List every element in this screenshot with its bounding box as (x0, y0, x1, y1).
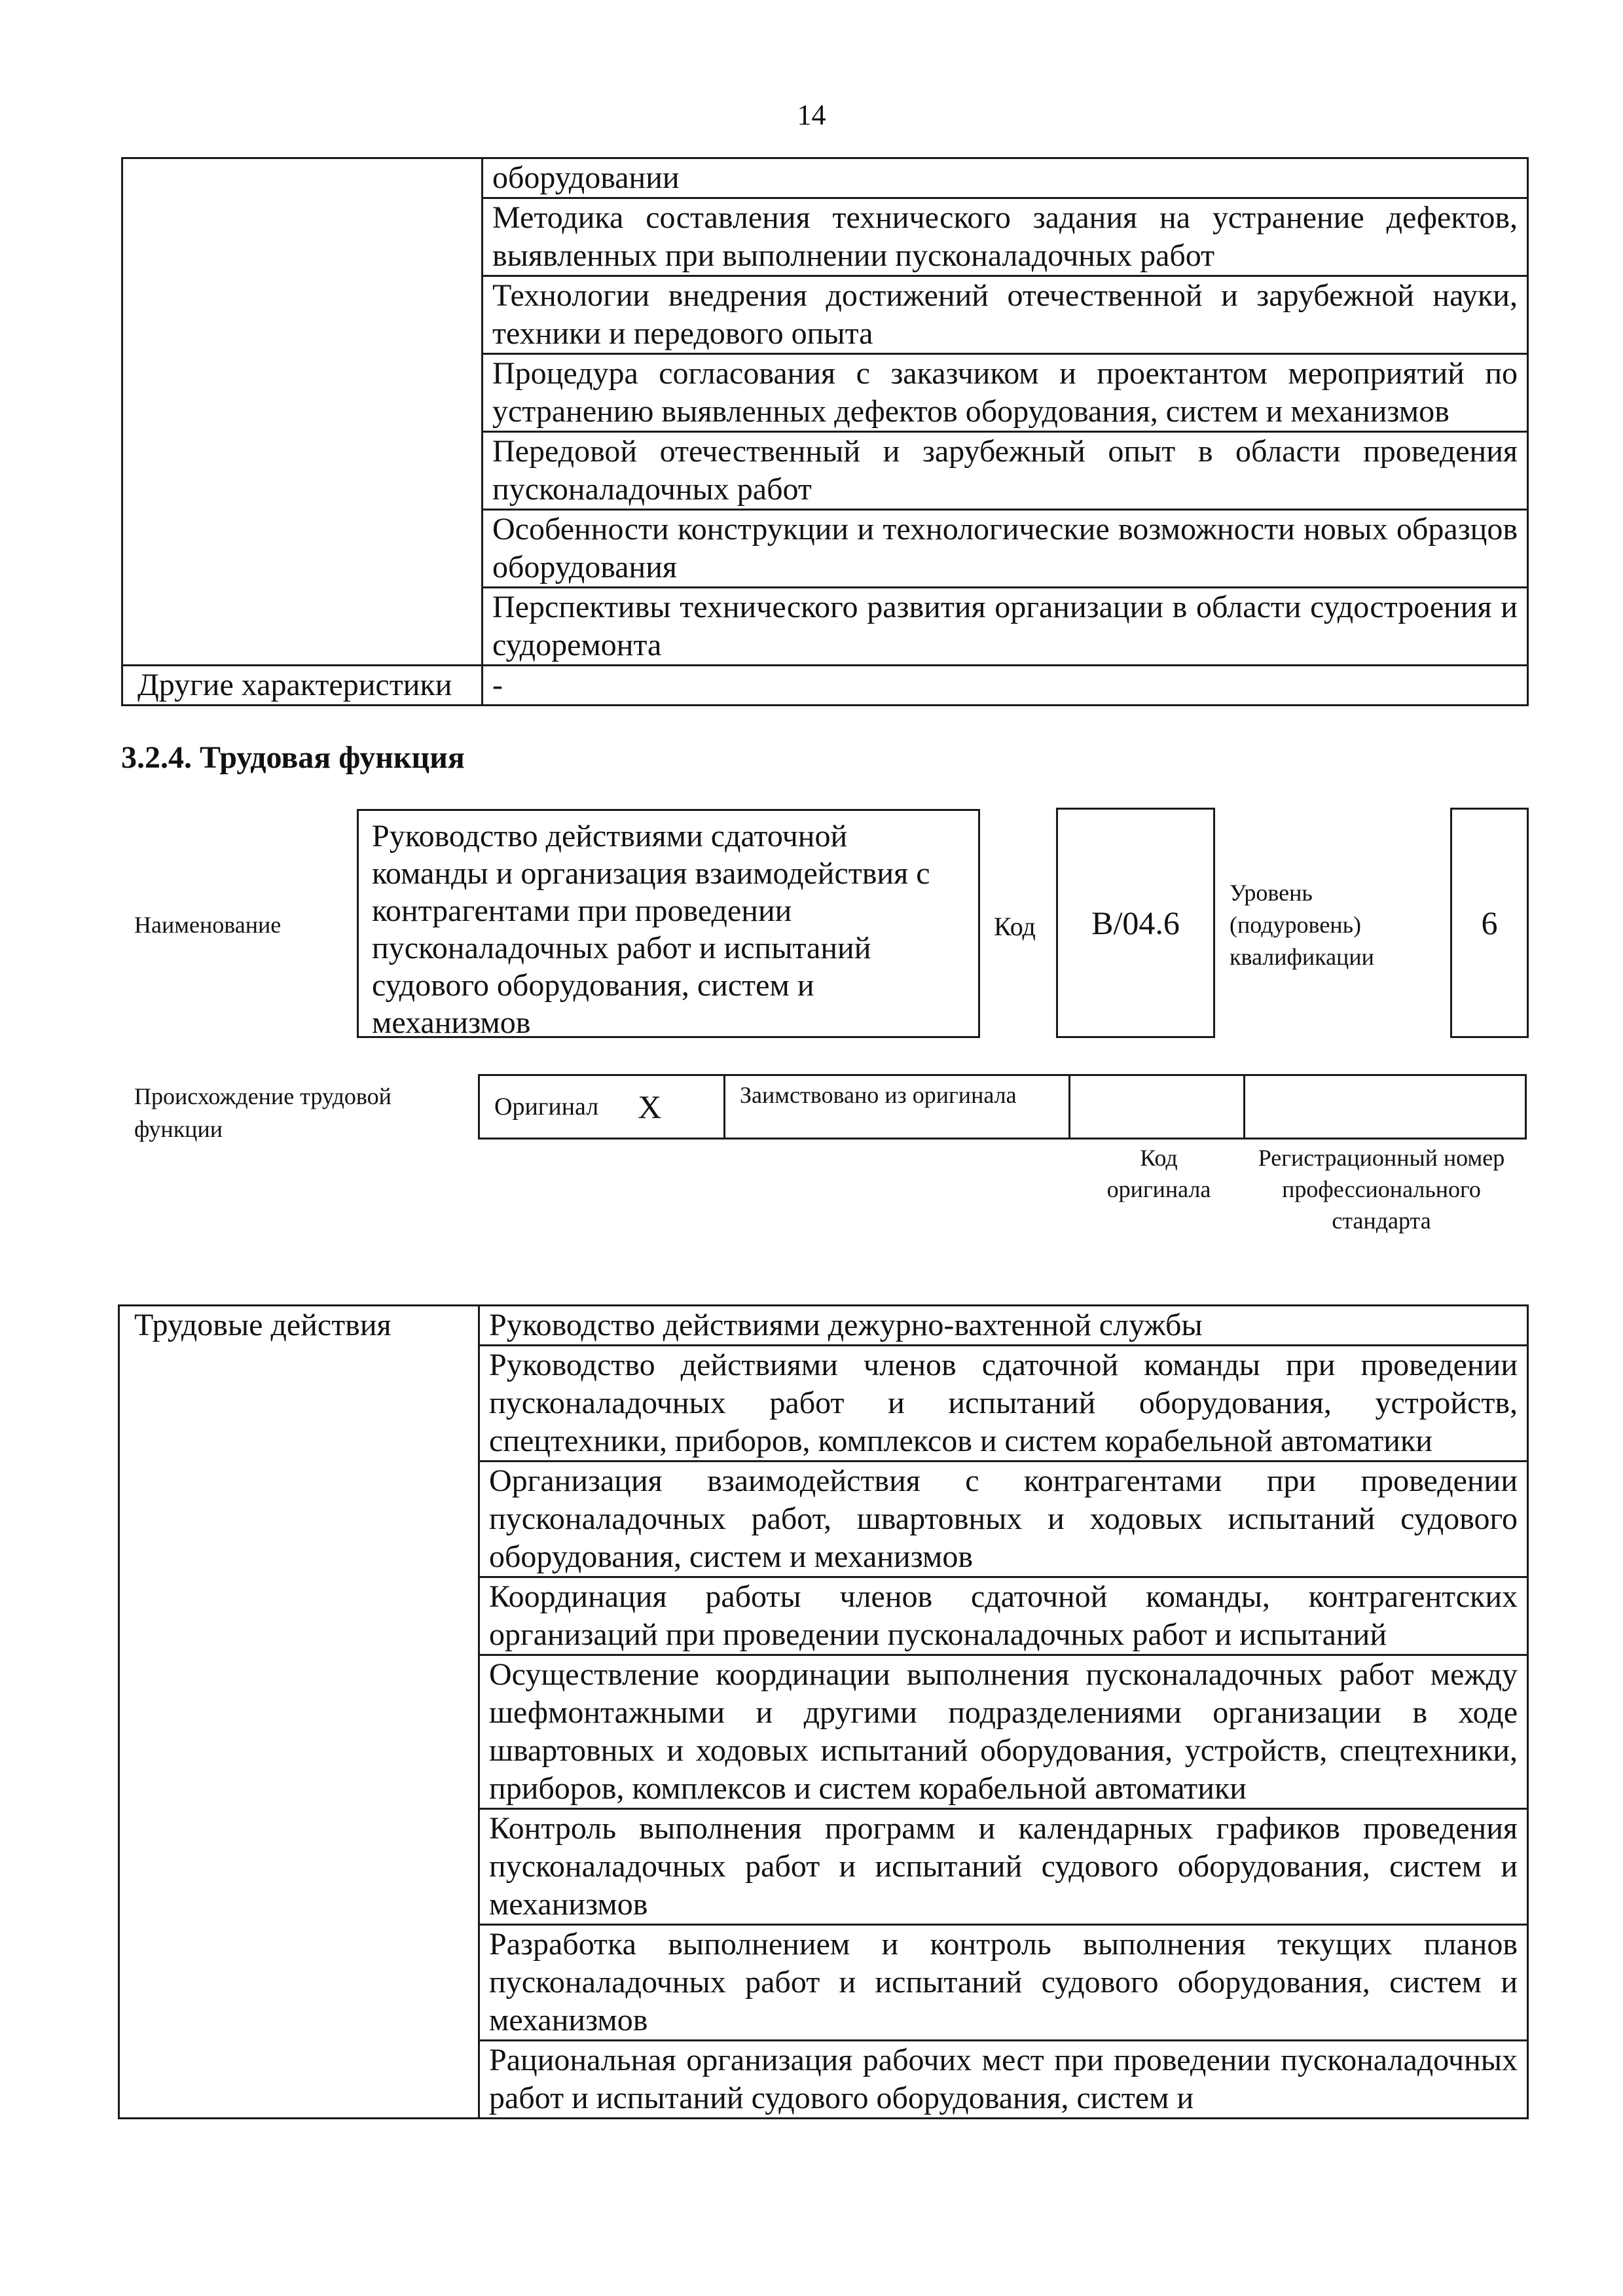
labor-action-item: Руководство действиями дежурно-вахтенной службы (479, 1306, 1528, 1346)
original-cell (478, 1074, 725, 1139)
table-row (122, 158, 1528, 198)
section-title: 3.2.4. Трудовая функция (121, 740, 465, 775)
knowledge-item: Процедура согласования с заказчиком и проектантом мероприятий по устранению выявленных дефектов оборудования, систем и механизмов (483, 354, 1528, 432)
table-row (122, 666, 1528, 706)
original-mark: X (638, 1088, 662, 1125)
other-characteristics-label: Другие характеристики (122, 666, 483, 706)
page-number: 14 (797, 99, 826, 131)
labor-action-item: Координация работы членов сдаточной команды, контрагентских организаций при проведении пусконаладочных работ и испытаний (479, 1577, 1528, 1655)
borrowed-cell: Заимствовано из оригинала (723, 1074, 1070, 1139)
original-label: Оригинал (494, 1093, 599, 1121)
labor-action-item: Рациональная организация рабочих мест при проведении пусконаладочных работ и испытаний судового оборудования, систем и (479, 2041, 1528, 2119)
table-row (119, 1306, 1528, 1346)
level-label: Уровень (подуровень) квалификации (1230, 880, 1374, 970)
origin-row (478, 1074, 1529, 1139)
name-label: Наименование (134, 912, 282, 938)
knowledge-table (121, 157, 1529, 706)
origin-label: Происхождение трудовой функции (134, 1083, 392, 1142)
knowledge-item: Технологии внедрения достижений отечественной и зарубежной науки, техники и передового опыта (483, 276, 1528, 354)
level-box (1450, 808, 1529, 1038)
original-code-caption: Код оригинала (1106, 1145, 1211, 1202)
labor-action-item: Осуществление координации выполнения пусконаладочных работ между шефмонтажными и другими подразделениями организации в ходе швартовных и ходовых испытаний оборудования, устройств, спецтехники, приборов, комплексов и систем корабельной автоматики (479, 1655, 1528, 1809)
labor-actions-label: Трудовые действия (119, 1306, 479, 2119)
knowledge-item: оборудовании (483, 158, 1528, 198)
labor-action-item: Руководство действиями членов сдаточной команды при проведении пусконаладочных работ и испытаний оборудования, устройств, спецтехники, приборов, комплексов и систем корабельной автоматики (479, 1346, 1528, 1462)
labor-action-item: Контроль выполнения программ и календарных графиков проведения пусконаладочных работ и испытаний судового оборудования, систем и механизмов (479, 1809, 1528, 1925)
level-value: 6 (1481, 905, 1498, 941)
knowledge-item: Методика составления технического задания на устранение дефектов, выявленных при выполнении пусконаладочных работ (483, 198, 1528, 276)
empty-label-cell (122, 158, 483, 666)
knowledge-item: Передовой отечественный и зарубежный опыт в области проведения пусконаладочных работ (483, 432, 1528, 510)
other-characteristics-value: - (483, 666, 1528, 706)
knowledge-item: Перспективы технического развития организации в области судостроения и судоремонта (483, 588, 1528, 666)
labor-actions-table (118, 1304, 1529, 2119)
original-code-cell (1068, 1074, 1245, 1139)
code-value: B/04.6 (1091, 905, 1180, 941)
labor-action-item: Разработка выполнением и контроль выполнения текущих планов пусконаладочных работ и испытаний судового оборудования, систем и механизмов (479, 1925, 1528, 2041)
knowledge-item: Особенности конструкции и технологические возможности новых образцов оборудования (483, 510, 1528, 588)
code-box (1056, 808, 1215, 1038)
labor-action-item: Организация взаимодействия с контрагентами при проведении пусконаладочных работ, швартовных и ходовых испытаний судового оборудования, систем и механизмов (479, 1462, 1528, 1577)
function-name-box: Руководство действиями сдаточной команды и организация взаимодействия с контрагентами при проведении пусконаладочных работ и испытаний судового оборудования, систем и механизмов (357, 809, 980, 1038)
registration-number-caption: Регистрационный номер профессионального стандарта (1258, 1145, 1505, 1234)
code-label: Код (994, 912, 1036, 941)
registration-number-cell (1243, 1074, 1527, 1139)
